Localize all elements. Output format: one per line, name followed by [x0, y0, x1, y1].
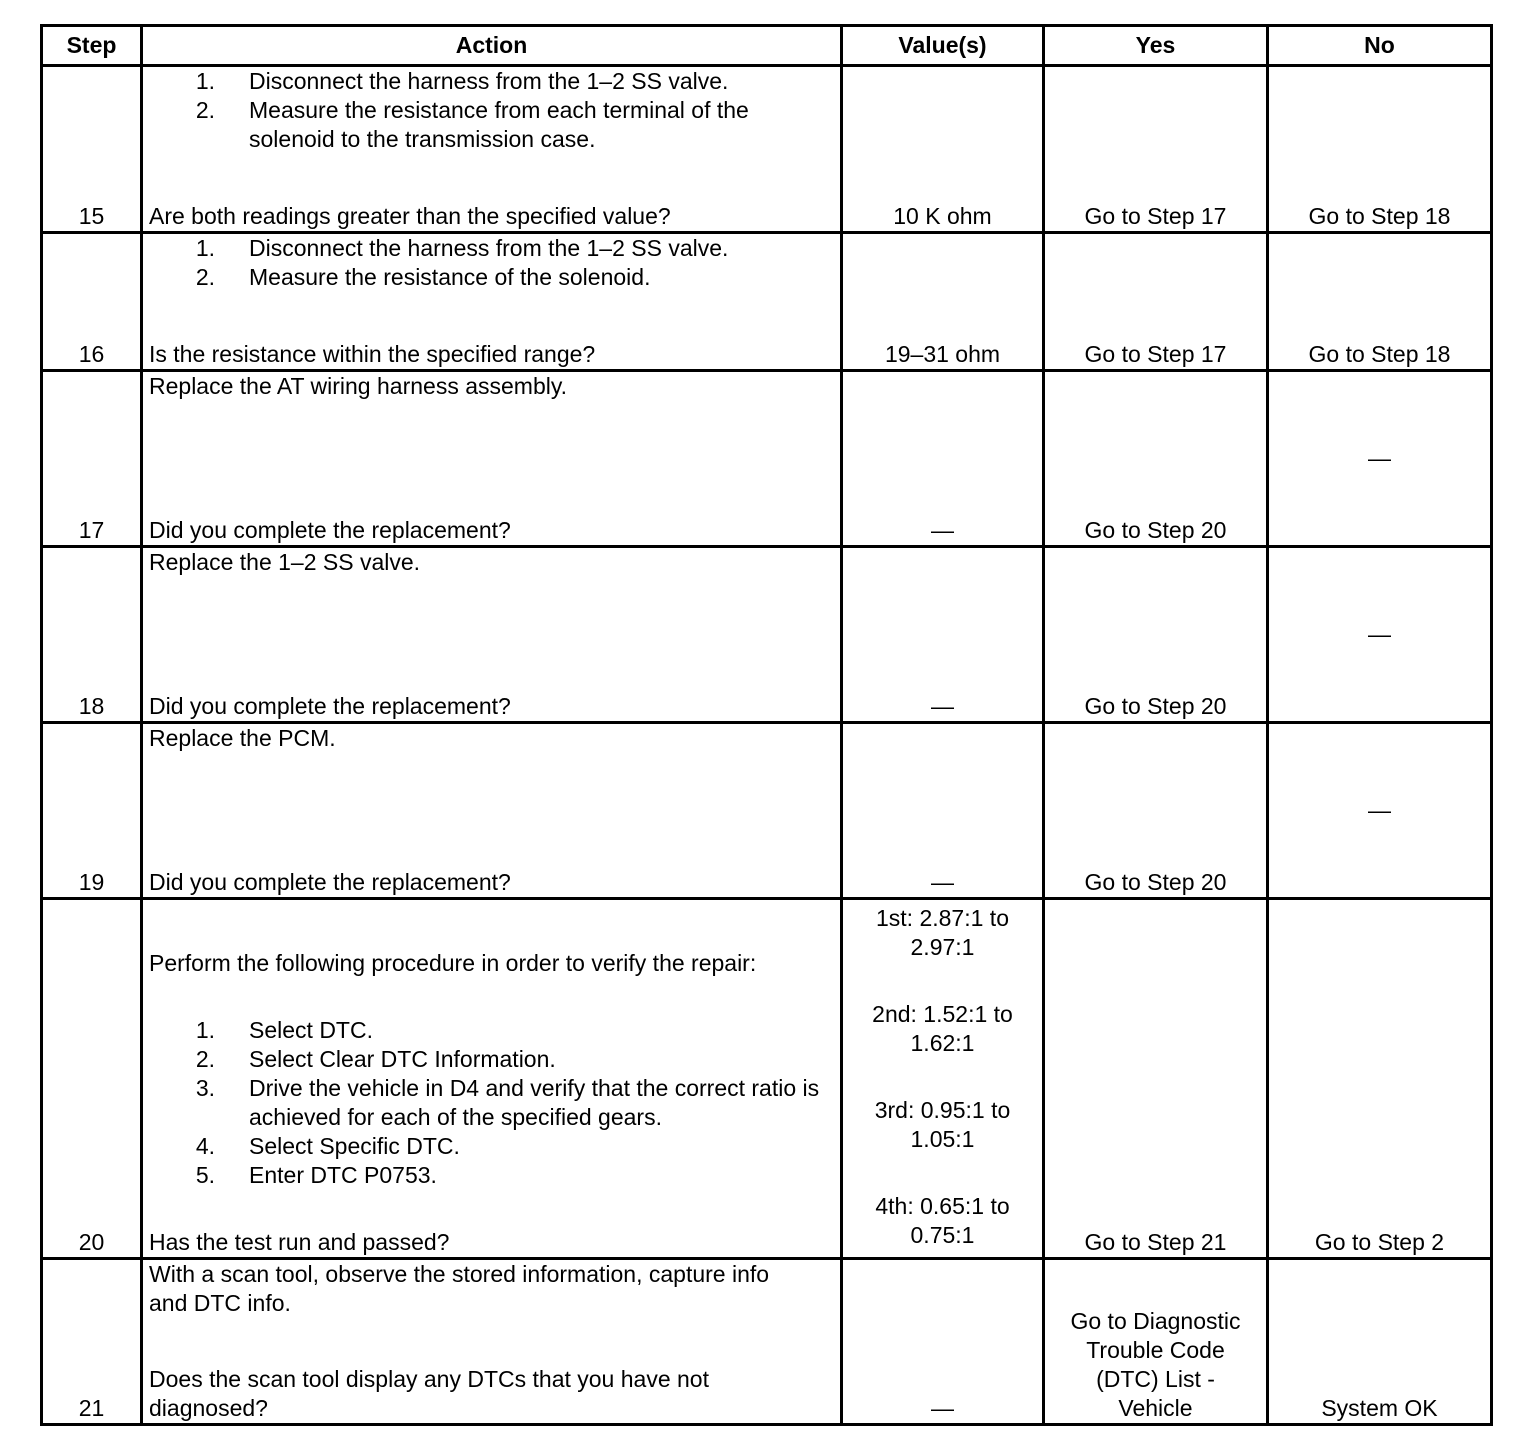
- gear-ratio-2nd: 2nd: 1.52:1 to 1.62:1: [872, 1001, 1013, 1056]
- list-text: Drive the vehicle in D4 and verify that the correct ratio is achieved for each of the specified gears.: [249, 1075, 820, 1130]
- question-text: Did you complete the replacement?: [149, 517, 511, 543]
- action-cell: [142, 723, 842, 899]
- list-number: 3.: [195, 1075, 215, 1101]
- instruction-text: Replace the AT wiring harness assembly.: [149, 373, 568, 399]
- yes-cell: Go to Step 21: [1044, 899, 1268, 1259]
- gear-ratio-3rd: 3rd: 0.95:1 to 1.05:1: [874, 1097, 1011, 1152]
- list-text: Measure the resistance of the solenoid.: [249, 264, 651, 290]
- table-row-step-20: [42, 899, 1492, 1259]
- no-cell: System OK: [1268, 1259, 1492, 1425]
- list-text: Measure the resistance from each terminal of the solenoid to the transmission case.: [249, 97, 749, 152]
- value-cell: 19–31 ohm: [842, 233, 1044, 371]
- list-number: 1.: [195, 1017, 215, 1043]
- header-no: No: [1268, 26, 1492, 66]
- list-number: 1.: [195, 235, 215, 261]
- gear-ratio-1st: 1st: 2.87:1 to 2.97:1: [876, 905, 1009, 960]
- procedure-list: [149, 234, 834, 292]
- table-row-step-16: [42, 233, 1492, 371]
- list-number: 2.: [195, 97, 215, 123]
- value-cell: —: [842, 547, 1044, 723]
- list-item: [149, 1074, 834, 1132]
- list-number: 2.: [195, 264, 215, 290]
- action-cell: [142, 371, 842, 547]
- list-item: [149, 1045, 834, 1074]
- no-cell: —: [1268, 547, 1492, 723]
- table-row-step-18: [42, 547, 1492, 723]
- action-cell: [142, 1259, 842, 1425]
- list-text: Disconnect the harness from the 1–2 SS valve.: [249, 68, 729, 94]
- action-cell: [142, 233, 842, 371]
- question-text: Has the test run and passed?: [149, 1229, 450, 1255]
- yes-cell: Go to Step 20: [1044, 371, 1268, 547]
- table-row-step-21: [42, 1259, 1492, 1425]
- list-item: [149, 234, 834, 263]
- list-item: [149, 1161, 834, 1190]
- value-cell: 10 K ohm: [842, 66, 1044, 233]
- step-number: 21: [42, 1259, 142, 1425]
- no-cell: —: [1268, 371, 1492, 547]
- list-text: Enter DTC P0753.: [249, 1162, 437, 1188]
- no-cell: —: [1268, 723, 1492, 899]
- action-cell: [142, 547, 842, 723]
- action-cell: [142, 899, 842, 1259]
- instruction-text: With a scan tool, observe the stored information, capture info and DTC info.: [149, 1261, 770, 1316]
- gear-ratio-4th: 4th: 0.65:1 to 0.75:1: [875, 1193, 1010, 1248]
- list-item: [149, 263, 834, 292]
- yes-cell: Go to Step 20: [1044, 723, 1268, 899]
- step-number: 17: [42, 371, 142, 547]
- step-number: 15: [42, 66, 142, 233]
- gear-ratio-list: [849, 904, 1036, 1250]
- table-row-step-15: [42, 66, 1492, 233]
- header-row: [42, 26, 1492, 66]
- list-text: Select Clear DTC Information.: [249, 1046, 556, 1072]
- instruction-text: Replace the PCM.: [149, 725, 336, 751]
- table-row-step-19: [42, 723, 1492, 899]
- procedure-list: [149, 1016, 834, 1190]
- question-text: Did you complete the replacement?: [149, 693, 511, 719]
- no-cell: Go to Step 18: [1268, 233, 1492, 371]
- list-number: 4.: [195, 1133, 215, 1159]
- question-text: Does the scan tool display any DTCs that you have not diagnosed?: [149, 1366, 709, 1421]
- yes-cell: Go to Step 17: [1044, 233, 1268, 371]
- list-number: 2.: [195, 1046, 215, 1072]
- value-cell: —: [842, 371, 1044, 547]
- list-text: Disconnect the harness from the 1–2 SS valve.: [249, 235, 729, 261]
- yes-cell: Go to Diagnostic Trouble Code (DTC) List - Vehicle: [1044, 1259, 1268, 1425]
- yes-cell: Go to Step 17: [1044, 66, 1268, 233]
- value-cell: —: [842, 723, 1044, 899]
- question-text: Is the resistance within the specified range?: [149, 341, 596, 367]
- step-number: 19: [42, 723, 142, 899]
- list-item: [149, 1132, 834, 1161]
- no-cell: Go to Step 2: [1268, 899, 1492, 1259]
- question-text: Are both readings greater than the specified value?: [149, 203, 671, 229]
- value-cell: —: [842, 1259, 1044, 1425]
- step-number: 16: [42, 233, 142, 371]
- no-cell: Go to Step 18: [1268, 66, 1492, 233]
- action-cell: [142, 66, 842, 233]
- list-text: Select Specific DTC.: [249, 1133, 460, 1159]
- header-value: Value(s): [842, 26, 1044, 66]
- question-text: Did you complete the replacement?: [149, 869, 511, 895]
- header-yes: Yes: [1044, 26, 1268, 66]
- list-number: 5.: [195, 1162, 215, 1188]
- list-text: Select DTC.: [249, 1017, 373, 1043]
- header-action: Action: [142, 26, 842, 66]
- instruction-text: Perform the following procedure in order to verify the repair:: [149, 950, 757, 976]
- procedure-list: [149, 67, 834, 154]
- instruction-text: Replace the 1–2 SS valve.: [149, 549, 421, 575]
- list-item: [149, 1016, 834, 1045]
- list-item: [149, 96, 834, 154]
- yes-cell: Go to Step 20: [1044, 547, 1268, 723]
- diagnostic-table: [40, 24, 1493, 1426]
- value-cell: [842, 899, 1044, 1259]
- step-number: 20: [42, 899, 142, 1259]
- table-row-step-17: [42, 371, 1492, 547]
- header-step: Step: [42, 26, 142, 66]
- list-item: [149, 67, 834, 96]
- step-number: 18: [42, 547, 142, 723]
- list-number: 1.: [195, 68, 215, 94]
